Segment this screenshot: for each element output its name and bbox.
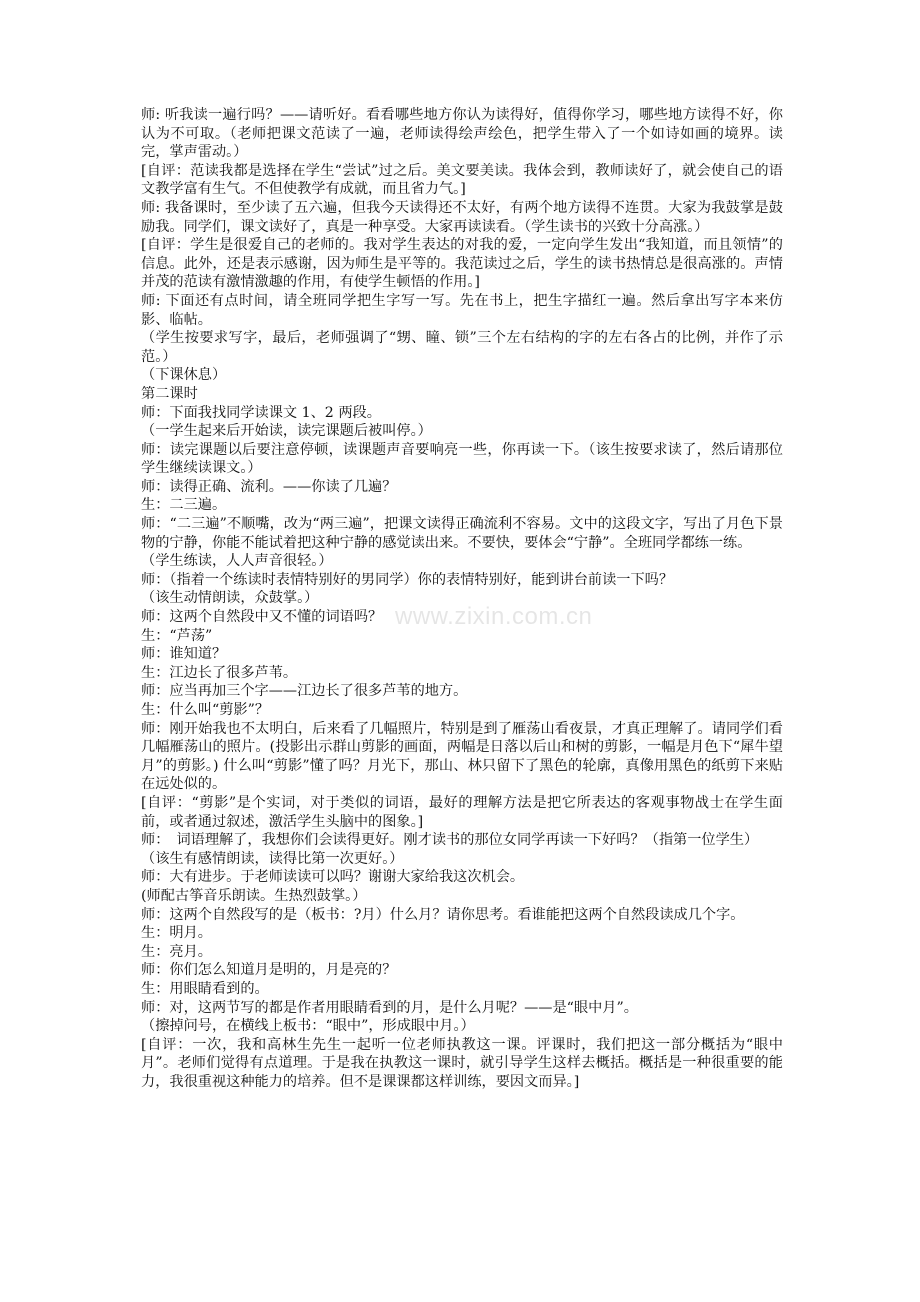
paragraph: 生：江边长了很多芦苇。 bbox=[141, 664, 298, 681]
paragraph: 师: 听我读一遍行吗？——请听好。看看哪些地方你认为读得好，值得你学习，哪些地方读得不好，你认为不可取。（老师把课文范读了一遍，老师读得绘声绘色，把学生带入了一个如诗如画的境界。读完，掌声雷动。） bbox=[141, 107, 783, 161]
paragraph: 师：（指着一个练读时表情特别好的男同学）你的表情特别好，能到讲台前读一下吗？ bbox=[141, 571, 674, 588]
paragraph: 师：大有进步。于老师读读可以吗？谢谢大家给我这次机会。 bbox=[141, 869, 525, 886]
paragraph: （该生动情朗读，众鼓掌。） bbox=[141, 590, 319, 607]
paragraph: 师：对，这两节写的都是作者用眼睛看到的月，是什么月呢？——是“眼中月”。 bbox=[141, 999, 638, 1016]
paragraph: 师：应当再加三个字——江边长了很多芦苇的地方。 bbox=[141, 683, 468, 700]
paragraph: （擦掉问号，在横线上板书：“眼中”，形成眼中月。） bbox=[141, 1018, 475, 1035]
paragraph: （学生练读，人人声音很轻。） bbox=[141, 553, 333, 570]
paragraph: 生：什么叫“剪影”？ bbox=[141, 702, 270, 718]
paragraph: 师：刚开始我也不太明白，后来看了几幅照片，特别是到了雁荡山看夜景，才真正理解了。请同学们看几幅雁荡山的照片。(投影出示群山剪影的画面，两幅是日落以后山和树的剪影，一幅是月色下“犀牛望月”的剪影。) 什么叫“剪影”懂了吗？月光下，那山、林只留下了黑色的轮廓，真像用黑色的纸剪下来贴在远处似的。 bbox=[141, 720, 783, 793]
paragraph: 师：这两个自然段写的是（板书：?月）什么月？请你思考。看谁能把这两个自然段读成几个字。 bbox=[141, 906, 745, 923]
paragraph: 师：读完课题以后要注意停顿，读课题声音要响亮一些，你再读一下。（该生按要求读了，然后请那位学生继续读课文。） bbox=[141, 441, 783, 477]
self-comment: [自评：“剪影”是个实词，对于类似的词语，最好的理解方法是把它所表达的客观事物战士在学生面前，或者通过叙述，激活学生头脑中的图象。] bbox=[141, 794, 783, 830]
paragraph: 师：“二三遍”不顺嘴，改为“两三遍”，把课文读得正确流利不容易。文中的这段文字，写出了月色下景物的宁静，你能不能试着把这种宁静的感觉读出来。不要快，要体会“宁静”。全班同学都练一练。 bbox=[141, 516, 783, 551]
paragraph: （下课休息） bbox=[141, 367, 227, 384]
watermark: www.zixin.com.cn bbox=[395, 603, 593, 630]
section-heading: 第二课时 bbox=[141, 385, 198, 402]
self-comment: [自评：学生是很爱自己的老师的。我对学生表达的对我的爱，一定向学生发出“我知道，而且领情”的信息。此外，还是表示感谢，因为师生是平等的。我范读过之后，学生的读书热情总是很高涨的。声情并茂的范读有激情激趣的作用，有使学生顿悟的作用。] bbox=[141, 237, 783, 291]
paragraph: 师：谁知道？ bbox=[141, 646, 227, 663]
paragraph: （该生有感情朗读，读得比第一次更好。） bbox=[141, 850, 404, 867]
paragraph: 生：亮月。 bbox=[141, 943, 212, 960]
paragraph: 师: 我备课时，至少读了五六遍，但我今天读得还不太好，有两个地方读得不连贯。大家为我鼓掌是鼓励我。同学们，课文读好了，真是一种享受。大家再读读看。（学生读书的兴致十分高涨。） bbox=[141, 199, 783, 235]
paragraph: 师：这两个自然段中又不懂的词语吗？ bbox=[141, 609, 383, 626]
paragraph: 师：你们怎么知道月是明的，月是亮的？ bbox=[141, 962, 397, 979]
paragraph: 生：“芦荡” bbox=[141, 627, 213, 644]
paragraph: 师: 下面还有点时间，请全班同学把生字写一写。先在书上，把生字描红一遍。然后拿出写字本来仿影、临帖。 bbox=[141, 292, 783, 328]
paragraph: 生：用眼睛看到的。 bbox=[141, 980, 269, 997]
document-body bbox=[141, 106, 783, 1091]
self-comment: [自评：范读我都是选择在学生“尝试”过之后。美文要美读。我体会到，教师读好了，就会使自己的语文教学富有生气。不但使教学有成就，而且省力气。] bbox=[141, 162, 783, 198]
paragraph: 师：读得正确、流利。——你读了几遍？ bbox=[141, 478, 397, 495]
paragraph: 生：明月。 bbox=[141, 925, 212, 942]
paragraph: （学生按要求写字，最后，老师强调了“甥、瞳、锁”三个左右结构的字的左右各占的比例，并作了示范。） bbox=[141, 330, 783, 365]
paragraph: （一学生起来后开始读，读完课题后被叫停。） bbox=[141, 423, 432, 440]
paragraph: (师配古筝音乐朗读。生热烈鼓掌。） bbox=[141, 887, 367, 904]
self-comment: [自评：一次，我和高林生先生一起听一位老师执教这一课。评课时，我们把这一部分概括为“眼中月”。老师们觉得有点道理。于是我在执教这一课时，就引导学生这样去概括。概括是一种很重要的能力，我很重视这种能力的培养。但不是课课都这样训练，要因文而异。] bbox=[141, 1036, 783, 1090]
paragraph: 师：下面我找同学读课文 1、2 两段。 bbox=[141, 404, 381, 421]
paragraph: 生：二三遍。 bbox=[141, 497, 227, 514]
paragraph: 师： 词语理解了，我想你们会读得更好。刚才读书的那位女同学再读一下好吗？（指第一位学生） bbox=[141, 832, 759, 849]
